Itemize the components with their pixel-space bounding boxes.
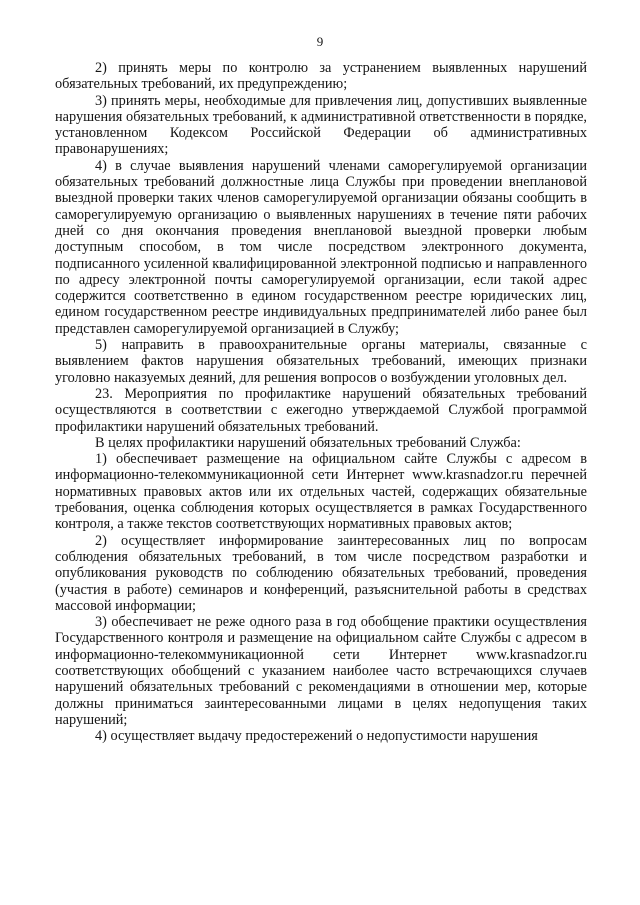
paragraph-2-control-measures: 2) принять меры по контролю за устранением выявленных нарушений обязательных требований, их предупреждению; (55, 60, 587, 93)
document-body (55, 60, 587, 744)
paragraph-3-administrative-liability: 3) принять меры, необходимые для привлечения лиц, допустивших выявленные нарушения обязательных требований, к административной ответственности в порядке, установленном Кодексом Российской Федерации об административных правонарушениях; (55, 92, 587, 158)
paragraph-4-sro-notification: 4) в случае выявления нарушений членами саморегулируемой организации обязательных требований должностные лица Службы при проведении внеплановой выездной проверки таких членов саморегулируемой организации обязаны сообщить в саморегулируемую организацию о выявленных нарушениях в течение пяти рабочих дней со дня окончания проведения внеплановой выездной проверки любым доступным способом, в том числе посредством электронного документа, подписанного усиленной квалифицированной электронной подписью и направленного по адресу электронной почты саморегулируемой организации, если такой адрес содержится соответственно в едином государственном реестре юридических лиц, едином государственном реестре индивидуальных предпринимателей либо ранее был представлен саморегулируемой организацией в Службу; (55, 157, 587, 337)
paragraph-prevention-3-generalization: 3) обеспечивает не реже одного раза в год обобщение практики осуществления Государственного контроля и размещение на официальном сайте Службы с адресом в информационно-телекоммуникационной сети Интернет www.krasnadzor.ru соответствующих обобщений с указанием наиболее часто встречающихся случаев нарушений обязательных требований с рекомендациями в отношении мер, которые должны приниматься заинтересованными лицами в целях недопущения таких нарушений; (55, 614, 587, 728)
paragraph-prevention-1-publication: 1) обеспечивает размещение на официальном сайте Службы с адресом в информационно-телекоммуникационной сети Интернет www.krasnadzor.ru перечней нормативных правовых актов или их отдельных частей, содержащих обязательные требования, оценка соблюдения которых осуществляется в рамках Государственного контроля, а также текстов соответствующих нормативных правовых актов; (55, 451, 587, 533)
paragraph-prevention-intro: В целях профилактики нарушений обязательных требований Служба: (95, 434, 521, 451)
paragraph-prevention-4-warnings: 4) осуществляет выдачу предостережений о недопустимости нарушения (95, 728, 538, 745)
paragraph-5-law-enforcement: 5) направить в правоохранительные органы материалы, связанные с выявлением фактов нарушения обязательных требований, имеющих признаки уголовно наказуемых деяний, для решения вопросов о возбуждении уголовных дел. (55, 337, 587, 386)
page-number: 9 (316, 34, 324, 49)
paragraph-23-prevention-measures: 23. Мероприятия по профилактике нарушений обязательных требований осуществляются в соответствии с ежегодно утверждаемой Службой программой профилактики нарушений обязательных требований. (55, 385, 587, 435)
paragraph-prevention-2-informing: 2) осуществляет информирование заинтересованных лиц по вопросам соблюдения обязательных требований, в том числе посредством разработки и опубликования руководств по соблюдению обязательных требований, проведения (участия в работе) семинаров и конференций, разъяснительной работы в средствах массовой информации; (55, 532, 587, 614)
